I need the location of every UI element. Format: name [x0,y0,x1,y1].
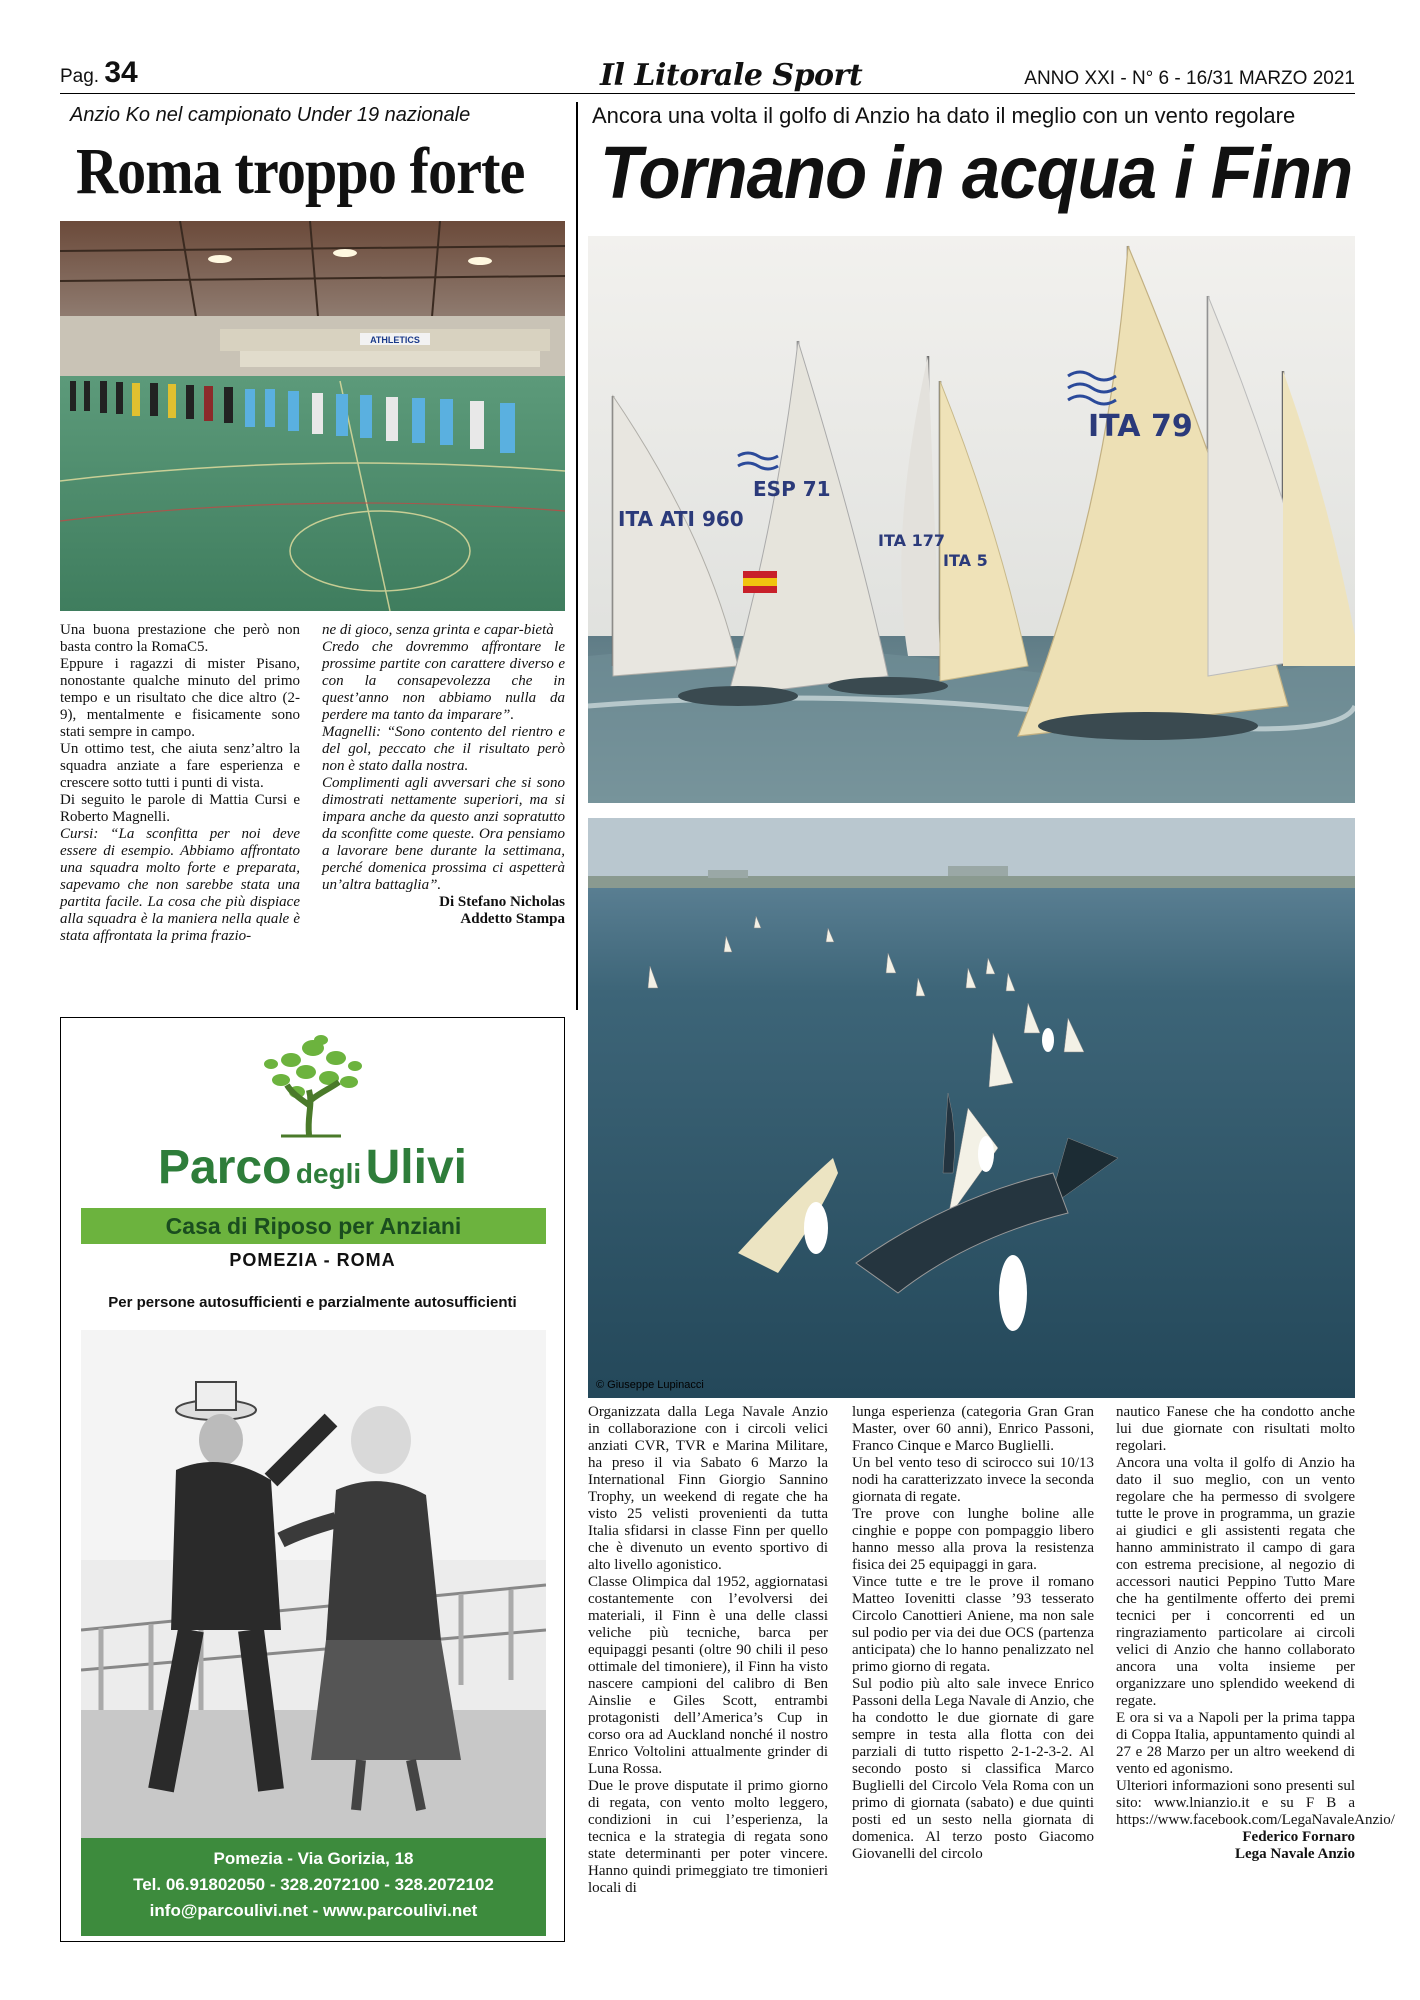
sail-number-ita-177: ITA 177 [878,531,945,550]
sail-number-ita-79: ITA 79 [1088,409,1193,444]
gym-banner-text: ATHLETICS [370,335,420,345]
ad-contact-footer [81,1838,546,1936]
ad-contacts: info@parcoulivi.net - www.parcoulivi.net [149,1901,478,1920]
right-kicker: Ancora una volta il golfo di Anzio ha dato il meglio con un vento regolare [592,103,1296,128]
left-article-col2: ne di gioco, senza grinta e capar-bietà Credo che dovremmo affrontare le prossime partite con carattere diverso e con la consapevolezza che in quest’anno non abbiamo nulla da perdere ma tanto da imparare”. Magnelli: “Sono contento del rientro e del gol, peccato che il risultato però non è stato dalla nostra. Complimenti agli avversari che si sono dimostrati nettamente superiori, ma si impara anche da questo anzi sopratutto da sconfitte come queste. Ora pensiamo a lavorare bene durante la settimana, perché domenica prossima ci aspetterà un’altra battaglia”. Di Stefano Nicholas Addetto Stampa [322,622,565,927]
right-article-col1: Organizzata dalla Lega Navale Anzio in collaborazione con i circoli velici anziati CVR, TVR e Marina Militare, ha preso il via Sabato 6 Marzo la International Finn Giorgio Sannino Trophy, un weekend di regate che ha visto 25 velisti provenienti da tutta Italia sfidarsi in classe Finn per quello che è divenuto un evento sportivo di alto livello agonistico. Classe Olimpica dal 1952, aggiornatasi costantemente con l’evolversi dei materiali, il Finn è una delle classi veliche più tecniche, barca per equipaggi pesanti (oltre 90 chili il peso ottimale del timoniere), il Finn ha visto nascere campioni del calibro di Ben Ainslie e Giles Scott, entrambi protagonisti dell’America’s Cup in corso ora ad Auckland nonché il nostro Enrico Voltolini attualmente grinder di Luna Rossa. Due le prove disputate il primo giorno di regata, con vento molto leggero, condizioni in cui l’esperienza, la tecnica e la strategia di regata sono state determinanti per poter vincere. Hanno quindi primeggiato tre timonieri locali di [588,1404,828,1896]
ad-location: POMEZIA - ROMA [229,1250,396,1270]
advertisement-parco-degli-ulivi [60,1017,565,1942]
ad-brand-name: Parco degli Ulivi [157,1141,468,1194]
sail-number-ita-960: ITA ATI 960 [618,507,744,531]
right-headline: Tornano in acqua i Finn [600,131,1353,214]
page-number: Pag. 34 [60,56,138,89]
photo-credit: © Giuseppe Lupinacci [596,1379,704,1391]
left-kicker: Anzio Ko nel campionato Under 19 nazionale [70,104,471,126]
futsal-team-photo [60,221,565,611]
left-signature: Di Stefano Nicholas Addetto Stampa [439,894,565,927]
sail-number-esp: ESP 71 [753,477,831,501]
left-headline: Roma troppo forte [76,135,525,208]
page-header [60,56,1355,94]
issue-info: ANNO XXI - N° 6 - 16/31 MARZO 2021 [1024,68,1355,89]
masthead: Il Litorale Sport [600,58,863,93]
aerial-regatta-photo [588,818,1355,1398]
right-article-col3: nautico Fanese che ha condotto anche lui due giornate con risultati molto regolari. Ancora una volta il golfo di Anzio ha dato il suo meglio, con un vento regolare che ha permesso di svolgere tutte le prove in programma, un grazie ai giudici e gli assistenti regata che hanno amministrato il campo di gara con estrema precisione, al negozio di accessori nautici Peppino Tutto Mare che ha gentilmente offerto dei premi tecnici per i concorrenti ed un ringraziamento particolare ai circoli velici di Anzio che hanno collaborato ancora una volta insieme per organizzare uno splendido weekend di regate. E ora si va a Napoli per la prima tappa di Coppa Italia, appuntamento quindi al 27 e 28 Marzo per un altro weekend di vento ed agonismo. Ulteriori informazioni sono presenti sul sito: www.lnianzio.it e su F B a https://www.facebook.com/LegaNavaleAnzio/ Federico Fornaro Lega Navale Anzio [1116,1404,1395,1862]
ad-address: Pomezia - Via Gorizia, 18 [213,1849,414,1868]
column-divider [576,102,578,1010]
finn-sails-photo [588,236,1355,803]
dancing-elderly-couple-photo [81,1330,546,1838]
right-article-col2: lunga esperienza (categoria Gran Gran Master, over 60 anni), Enrico Passoni, Franco Cinque e Marco Buglielli. Un bel vento teso di scirocco sui 10/13 nodi ha caratterizzato invece la seconda giornata di regate. Tre prove con lunghe boline alle cinghie e poppe con pompaggio libero hanno messo alla prova la resistenza fisica dei 25 equipaggi in gara. Vince tutte e tre le prove il romano Matteo Iovenitti classe ’93 tesserato Circolo Canottieri Aniene, ma non sale sul podio per via dei due OCS (partenza anticipata) che lo hanno penalizzato nel primo giorno di regata. Sul podio più alto sale invece Enrico Passoni della Lega Navale di Anzio, che ha condotto le due giornate di gare sempre in testa alla flotta con dei parziali di tutto rispetto 2-1-2-3-2. Al secondo posto si classifica Marco Buglielli del Circolo Vela Roma con un primo di giornata (sabato) e due quinti posti ed un sesto nella giornata di domenica. Al terzo posto Giacomo Giovanelli del circolo [852,1404,1095,1862]
ad-tagline: Per persone autosufficienti e parzialmente autosufficienti [108,1294,517,1311]
ad-subtitle: Casa di Riposo per Anziani [81,1208,546,1244]
right-signature: Federico Fornaro Lega Navale Anzio [1235,1829,1355,1862]
sail-number-ita-5: ITA 5 [943,551,988,570]
olive-tree-icon [251,1030,376,1140]
left-article-col1: Una buona prestazione che però non basta contro la RomaC5. Eppure i ragazzi di mister Pisano, nonostante qualche minuto del primo tempo e un risultato che dice altro (2-9), mentalmente e fisicamente sono stati sempre in campo. Un ottimo test, che aiuta senz’altro la squadra anziate a fare esperienza e crescere sotto tutti i punti di vista. Di seguito le parole di Mattia Cursi e Roberto Magnelli. Cursi: “La sconfitta per noi deve essere di esempio. Abbiamo affrontato una squadra molto forte e preparata, sapevamo che non sarebbe stata una partita facile. La cosa che più dispiace alla squadra è la maniera nella quale è stata affrontata la prima frazio- [60,622,300,944]
ad-phones: Tel. 06.91802050 - 328.2072100 - 328.2072102 [133,1875,494,1894]
